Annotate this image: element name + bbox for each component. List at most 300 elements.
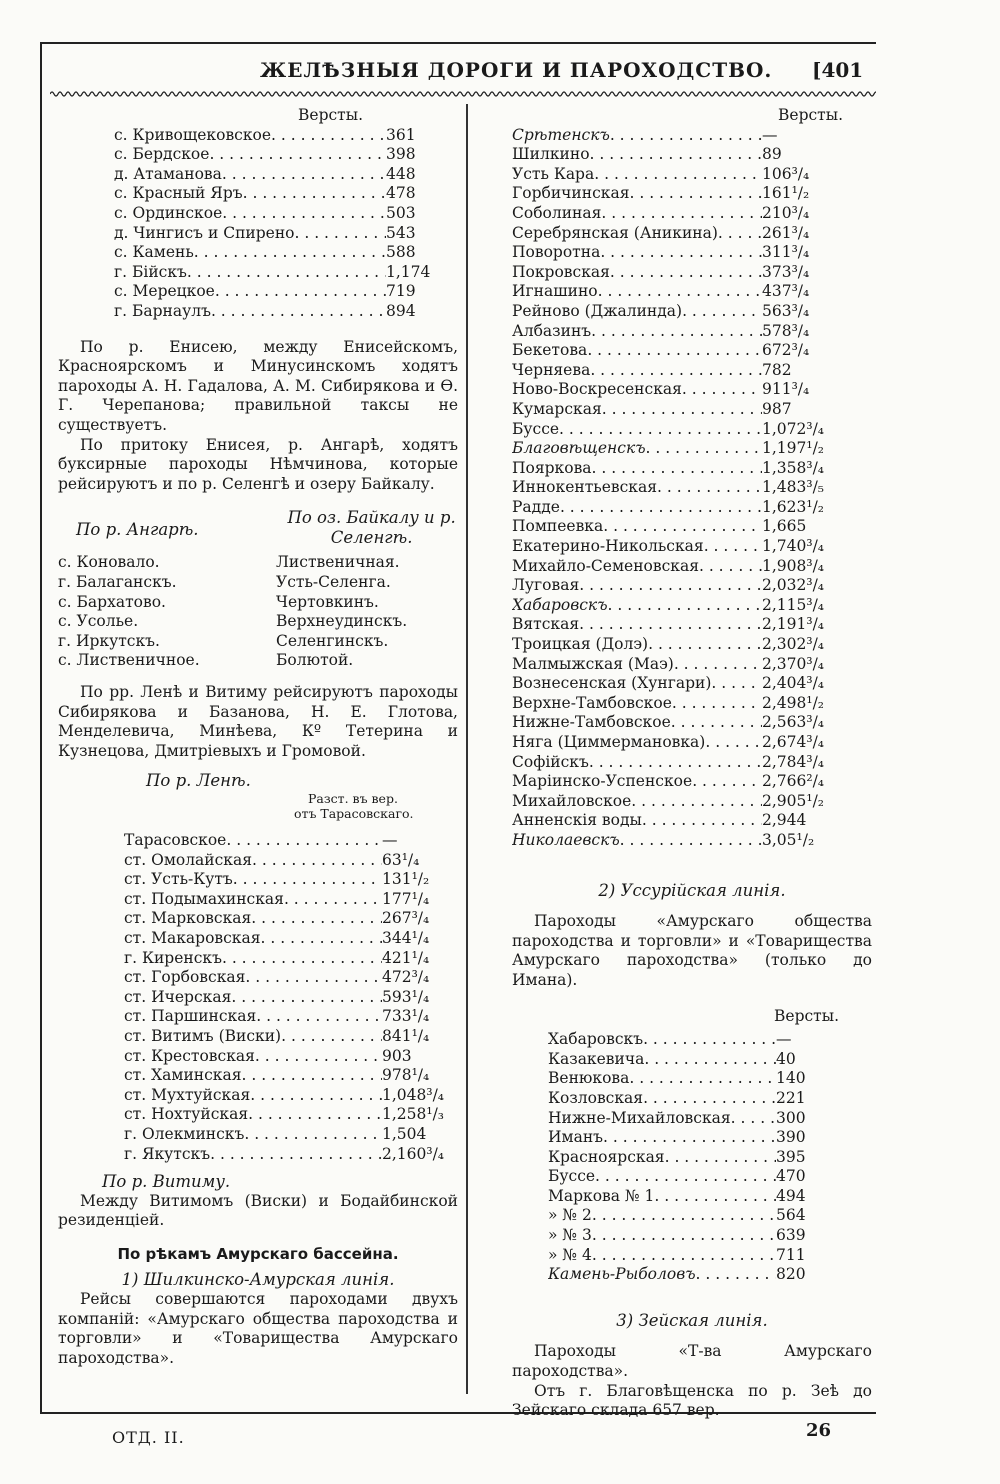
dot-leader [248,1105,382,1125]
station-name: Шилкино [512,145,590,164]
dot-leader [629,1069,776,1089]
dot-leader [590,145,762,165]
baikal-list [276,553,456,671]
distance-value: 161¹/₂ [762,184,810,203]
station-name: Иннокентьевская [512,478,658,497]
table-row [512,341,832,361]
distance-value: 373³/₄ [762,262,810,281]
dot-leader [603,1128,776,1148]
table-row [124,949,458,969]
distance-value: 63¹/₄ [382,850,420,869]
station-name: Бекетова [512,341,588,360]
station-name: ст. Марковская [124,909,252,928]
station-name: с. Камень [114,243,194,262]
list-item: Чертовкинъ. [276,592,379,611]
distance-value: 267³/₄ [382,909,430,928]
dot-leader [598,282,762,302]
station-name: Помпеевка [512,517,604,536]
station-name: » № 2 [548,1206,592,1225]
dot-leader [671,713,762,733]
lena-col-head-2: отъ Тарасовскаго. [294,806,414,821]
station-name: ст. Нохтуйская [124,1105,249,1124]
distance-value: 711 [776,1245,806,1264]
dot-leader [610,126,762,146]
dot-leader [672,694,762,714]
table-row [512,674,832,694]
distance-value: — [382,831,398,849]
table-row [124,851,458,871]
table-row [512,596,832,616]
running-title: ЖЕЛѢЗНЫЯ ДОРОГИ И ПАРОХОДСТВО. [260,58,773,82]
distance-value: 361 [386,125,416,144]
distance-value: 503 [386,203,416,222]
left-column [58,106,458,1368]
paragraph-lena: По рр. Ленѣ и Витиму рейсируютъ пароходы Сибирякова и Базанова, Н. Е. Глотова, Менделевича, Минѣева, Кº Тетерина и Кузнецова, Дмитріевыхъ и Громовой. [58,683,458,760]
table-row [512,322,832,342]
distance-value: 398 [386,145,416,164]
station-name: Вознесенская (Хунгари) [512,674,712,693]
station-name: Казакевича [548,1049,645,1068]
dot-leader [252,851,382,871]
page-number-top: [401 [812,58,864,82]
dot-leader [711,674,762,694]
station-name: Вятская [512,615,580,634]
station-name: ст. Крестовская [124,1046,255,1065]
table-row [512,224,832,244]
dot-leader [242,1066,383,1086]
dot-leader [610,263,762,283]
station-name: Николаевскъ [512,830,620,849]
distance-value: 588 [386,243,416,262]
dot-leader [692,772,762,792]
table-row [512,243,832,263]
distance-value: 894 [386,301,416,320]
lena-col-head-1: Разст. въ вер. [308,791,398,806]
dot-leader [682,302,762,322]
station-name: Благовѣщенскъ [512,439,646,458]
station-name: ст. Горбовская [124,968,246,987]
dot-leader [211,302,386,322]
distance-value: 470 [776,1167,806,1186]
right-list-header: Версты. [778,106,844,124]
station-name: ст. Паршинская [124,1007,257,1026]
dot-leader [284,890,382,910]
table-row [512,792,832,812]
table-row [114,243,448,263]
station-name: Верхне-Тамбовское [512,693,672,712]
station-name: с. Ординское [114,203,223,222]
dot-leader [215,282,386,302]
table-row [512,165,832,185]
table-row [512,831,832,851]
station-name: г. Якутскъ [124,1144,211,1163]
station-name: Тарасовское [124,831,227,849]
dot-leader [250,1086,382,1106]
dot-leader [608,596,762,616]
station-name: г. Барнаулъ [114,301,211,320]
station-name: Черняева [512,360,591,379]
station-name: Анненскія воды [512,811,642,830]
dot-leader [731,1109,776,1129]
dot-leader [592,1206,776,1226]
dot-leader [255,1047,382,1067]
distance-value: 987 [762,399,792,418]
station-name: ст. Усть-Кутъ [124,870,233,889]
footer-page-number: 26 [806,1420,832,1441]
table-row [548,1128,816,1148]
dot-leader [620,831,762,851]
table-row [548,1265,816,1285]
list-item: с. Бархатово. [58,592,166,611]
list-item: с. Усолье. [58,612,139,631]
table-row [124,1066,458,1086]
list-item: Болютой. [276,651,354,670]
distance-value: 437³/₄ [762,282,810,301]
dot-leader [629,184,762,204]
distance-value: 1,072³/₄ [762,419,825,438]
table-row [548,1187,816,1207]
dot-leader [600,243,762,263]
station-name: ст. Мухтуйская [124,1085,251,1104]
distance-value: 261³/₄ [762,223,810,242]
distance-value: — [762,125,778,144]
station-name: Усть Кара [512,164,595,183]
station-name: Хабаровскъ [548,1030,644,1049]
vitim-heading: По р. Витиму. [102,1172,231,1192]
table-row [124,1125,458,1145]
table-row [114,282,448,302]
dot-leader [644,1050,776,1070]
distance-value: 911³/₄ [762,380,810,399]
dot-leader [704,537,762,557]
distance-value: 89 [762,145,782,164]
dot-leader [601,204,762,224]
station-list-1 [58,126,448,322]
distance-value: 1,665 [762,517,807,536]
table-row [114,126,448,146]
distance-value: 2,784³/₄ [762,752,825,771]
station-name: ст. Хаминская [124,1066,242,1085]
station-name: Михайловское [512,791,632,810]
dot-leader [646,439,762,459]
table-row [512,576,832,596]
list-item: Усть-Селенга. [276,573,391,592]
distance-value: 140 [776,1069,806,1088]
paragraph-angara: По притоку Енисея, р. Ангарѣ, ходятъ буксирные пароходы Нѣмчинова, которые рейсируютъ и по р. Селенгѣ и озеру Байкалу. [58,435,458,493]
distance-value: 1,483³/₅ [762,478,825,497]
dot-leader [256,1007,382,1027]
station-name: Кумарская [512,399,602,418]
distance-value: 2,032³/₄ [762,576,825,595]
station-name: ст. Подымахинская [124,889,284,908]
dot-leader [682,380,762,400]
station-name: Красноярская [548,1147,665,1166]
table-row [512,459,832,479]
dot-leader [243,184,386,204]
dot-leader [594,165,762,185]
station-name: г. Киренскъ [124,948,222,967]
distance-value: 1,358³/₄ [762,458,825,477]
station-name: Соболиная [512,203,602,222]
table-row [512,361,832,381]
table-row [114,263,448,283]
table-row [512,557,832,577]
dot-leader [559,420,762,440]
table-row [114,224,448,244]
station-name: с. Бердское [114,145,210,164]
right-column [512,106,872,1421]
station-name: Софійскъ [512,752,589,771]
distance-value: 1,623¹/₂ [762,497,825,516]
distance-value: 421¹/₄ [382,948,430,967]
angara-list [58,553,276,671]
paragraph-ussuri: Пароходы «Амурскаго общества пароходства и торговли» и «Товарищества Амурскаго пароходства» (только до Имана). [512,912,872,989]
distance-value: 395 [776,1147,806,1166]
angara-baikal-lists [58,553,458,671]
distance-value: 820 [776,1265,806,1284]
station-name: с. Красный Яръ [114,184,243,203]
table-row [512,420,832,440]
table-row [124,1145,458,1165]
table-row [512,772,832,792]
distance-value: 2,115³/₄ [762,595,825,614]
table-row [512,282,832,302]
station-name: Ново-Воскресенская [512,380,682,399]
dot-leader [251,909,382,929]
dot-leader [648,635,762,655]
dot-leader [642,811,762,831]
distance-value: 1,504 [382,1124,427,1143]
station-name: ст. Витимъ (Виски) [124,1026,282,1045]
list1-header: Версты. [298,106,364,124]
table-row [548,1089,816,1109]
table-row [512,145,832,165]
station-name: Козловская [548,1088,644,1107]
distance-value: 2,404³/₄ [762,674,825,693]
ussuri-station-list [512,1030,816,1285]
amur-station-list [512,126,832,851]
table-row [512,655,832,675]
dot-leader [226,831,382,851]
dot-leader [592,1226,776,1246]
distance-value: 1,048³/₄ [382,1085,445,1104]
list-item: Селенгинскъ. [276,631,389,650]
distance-value: 2,944 [762,811,807,830]
table-row [512,635,832,655]
station-name: Албазинъ [512,321,592,340]
distance-value: 1,740³/₄ [762,537,825,556]
table-row [548,1206,816,1226]
distance-value: 782 [762,360,792,379]
table-row [124,929,458,949]
station-name: Луговая [512,576,580,595]
list-item: Верхнеудинскъ. [276,612,408,631]
table-row [512,753,832,773]
dot-leader [271,126,386,146]
dot-leader [602,400,762,420]
distance-value: 1,908³/₄ [762,556,825,575]
station-name: Радде [512,497,560,516]
angara-baikal-headers [58,508,458,547]
table-row [512,184,832,204]
list-item: г. Балаганскъ. [58,573,177,592]
station-name: Хабаровскъ [512,595,608,614]
page-frame-top [40,42,876,44]
distance-value: 3,05¹/₂ [762,830,815,849]
distance-value: 40 [776,1049,796,1068]
dot-leader [590,361,762,381]
paragraph-yenisei: По р. Енисею, между Енисейскомъ, Красноярскомъ и Минусинскомъ ходятъ пароходы А. Н. Гадалова, А. М. Сибирякова и Ѳ. Г. Черепанова; правильной таксы не существуетъ. [58,337,458,434]
table-row [512,811,832,831]
lena-heading: По р. Ленѣ. [146,771,251,791]
distance-value: 1,197¹/₂ [762,439,825,458]
distance-value: 448 [386,164,416,183]
station-name: д. Атаманова [114,164,222,183]
station-name: Нижне-Михайловская [548,1108,731,1127]
paragraph-shilka: Рейсы совершаются пароходами двухъ компаній: «Амурскаго общества пароходства и торговли» и «Товарищества Амурскаго пароходства». [58,1290,458,1367]
station-name: » № 3 [548,1226,592,1245]
station-name: Венюкова [548,1069,630,1088]
dot-leader [699,557,762,577]
table-row [548,1109,816,1129]
station-name: Игнашино [512,282,598,301]
distance-value: 494 [776,1186,806,1205]
distance-value: 593¹/₄ [382,987,430,1006]
dot-leader [295,224,387,244]
station-name: ст. Макаровская [124,928,261,947]
station-name: Рейново (Джалинда) [512,301,683,320]
station-name: Камень-Рыболовъ [548,1265,696,1284]
dot-leader [589,753,762,773]
paragraph-zeya-1: Пароходы «Т-ва Амурскаго пароходства». [512,1342,872,1381]
dot-leader [209,145,386,165]
distance-value: 1,174 [386,262,431,281]
distance-value: 563³/₄ [762,301,810,320]
distance-value: 344¹/₄ [382,928,430,947]
table-row [512,713,832,733]
station-name: ст. Ичерская [124,987,232,1006]
station-name: Маріинско-Успенское [512,772,693,791]
list-item: с. Лиственичное. [58,651,200,670]
distance-value: 719 [386,282,416,301]
table-row [512,498,832,518]
table-row [548,1069,816,1089]
table-row [512,400,832,420]
dot-leader [696,1265,776,1285]
dot-leader [705,733,762,753]
table-row [512,204,832,224]
dot-leader [245,968,382,988]
table-row [512,537,832,557]
ussuri-heading: 2) Уссурійская линія. [598,880,786,900]
dot-leader [233,870,382,890]
table-row [512,694,832,714]
distance-value: 578³/₄ [762,321,810,340]
table-row [124,909,458,929]
distance-value: 2,498¹/₂ [762,693,825,712]
station-name: Горбичинская [512,184,630,203]
table-row [124,988,458,1008]
lena-station-list [58,831,458,1164]
dot-leader [591,322,762,342]
dot-leader [579,576,762,596]
station-name: Поворотна [512,243,601,262]
table-row [512,263,832,283]
dot-leader [665,1148,776,1168]
list-item: г. Иркутскъ. [58,631,160,650]
paragraph-vitim: Между Витимомъ (Виски) и Бодайбинской резиденціей. [58,1191,458,1230]
station-name: Няга (Циммермановка) [512,733,706,751]
distance-value: 543 [386,223,416,242]
table-row [114,302,448,322]
dot-leader [244,1125,382,1145]
table-row [124,831,458,851]
dot-leader [222,949,382,969]
distance-value: 2,191³/₄ [762,615,825,634]
shilka-heading: 1) Шилкинско-Амурская линія. [121,1270,395,1290]
header-wavy-rule [50,88,876,100]
station-name: Иманъ [548,1128,604,1147]
paragraph-zeya-2: Отъ г. Благовѣщенска по р. Зеѣ до Зейскаго склада 657 вер. [512,1381,872,1420]
dot-leader [231,988,382,1008]
distance-value: 2,302³/₄ [762,635,825,654]
station-name: Нижне-Тамбовское [512,713,671,732]
table-row [548,1246,816,1266]
list-item: с. Коновало. [58,553,160,572]
distance-value: 106³/₄ [762,164,810,183]
distance-value: 478 [386,184,416,203]
distance-value: 903 [382,1046,412,1065]
table-row [124,890,458,910]
dot-leader [592,1246,776,1266]
table-row [548,1167,816,1187]
distance-value: 2,160³/₄ [382,1144,445,1163]
footer-section: ОТД. II. [112,1428,185,1447]
angara-heading: По р. Ангарѣ. [76,520,199,540]
distance-value: 177¹/₄ [382,889,430,908]
table-row [124,968,458,988]
table-row [124,1086,458,1106]
station-name: Буссе [548,1167,596,1186]
dot-leader [643,1030,776,1050]
distance-value: 2,563³/₄ [762,713,825,732]
station-name: Троицкая (Долэ) [512,635,649,654]
distance-value: 300 [776,1108,806,1127]
distance-value: 2,766²/₄ [762,772,825,791]
station-name: Буссе [512,419,560,438]
table-row [124,1047,458,1067]
dot-leader [579,615,762,635]
table-row [512,733,832,753]
distance-value: 131¹/₂ [382,870,430,889]
distance-value: 639 [776,1226,806,1245]
station-name: Срѣтенскъ [512,125,610,144]
distance-value: 472³/₄ [382,968,430,987]
distance-value: 390 [776,1128,806,1147]
table-row [512,302,832,322]
station-name: Серебрянская (Аникина) [512,223,718,242]
table-row [512,126,832,146]
table-row [114,165,448,185]
table-row [548,1050,816,1070]
table-row [114,145,448,165]
station-name: Михайло-Семеновская [512,556,699,575]
table-row [548,1148,816,1168]
distance-value: 221 [776,1088,806,1107]
distance-value: — [776,1030,792,1049]
dot-leader [657,478,762,498]
table-row [512,380,832,400]
